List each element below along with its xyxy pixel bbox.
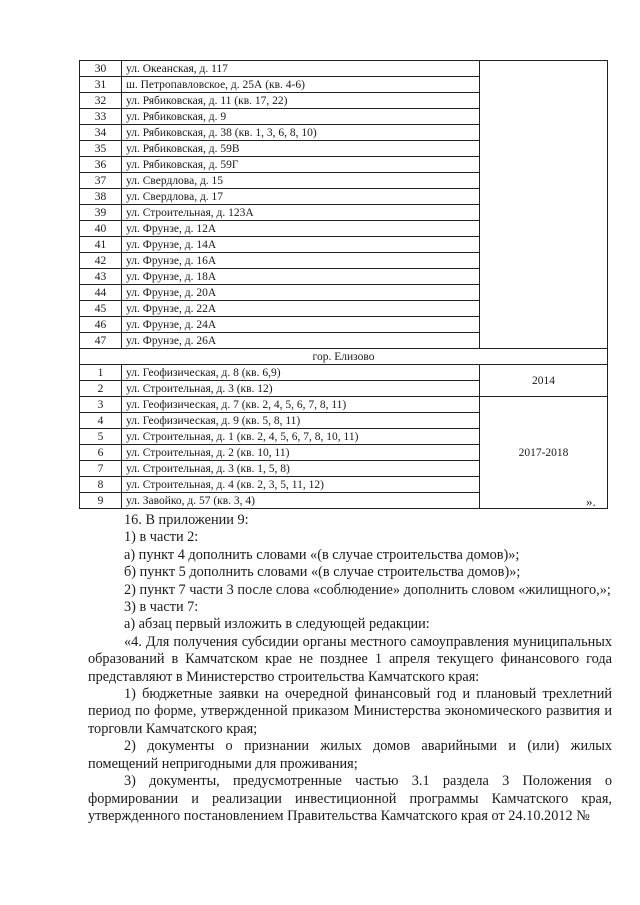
row-address: ул. Фрунзе, д. 22А [122, 301, 480, 317]
paragraph-a-first: а) абзац первый изложить в следующей редакции: [124, 616, 430, 633]
row-address: ул. Строительная, д. 2 (кв. 10, 11) [122, 445, 480, 461]
row-address: ул. Фрунзе, д. 16А [122, 253, 480, 269]
paragraph-point-7: 2) пункт 7 части 3 после слова «соблюдение» дополнить словом «жилищного,»; [124, 581, 611, 598]
row-address: ул. Фрунзе, д. 12А [122, 221, 480, 237]
row-address: ул. Океанская, д. 117 [122, 61, 480, 77]
row-number: 2 [80, 381, 122, 397]
closing-quote: ». [586, 494, 596, 509]
row-address: ул. Фрунзе, д. 26А [122, 333, 480, 349]
row-number: 1 [80, 365, 122, 381]
row-number: 38 [80, 189, 122, 205]
paragraph-b-point-5: б) пункт 5 дополнить словами «(в случае строительства домов)»; [124, 564, 521, 581]
row-number: 5 [80, 429, 122, 445]
row-address: ул. Фрунзе, д. 18А [122, 269, 480, 285]
address-table [79, 60, 608, 509]
paragraph-a-point-4: а) пункт 4 дополнить словами «(в случае строительства домов)»; [124, 546, 520, 563]
paragraph-quote-4: «4. Для получения субсидии органы местного самоуправления муниципальных образований в Камчатском крае не позднее 1 апреля текущего финансового года представляют в Министерство строительства Камчатского края: [88, 633, 612, 685]
city-row [80, 349, 608, 365]
paragraph-part-7: 3) в части 7: [124, 599, 199, 616]
row-number: 45 [80, 301, 122, 317]
row-address: ул. Фрунзе, д. 14А [122, 237, 480, 253]
row-address: ул. Рябиковская, д. 9 [122, 109, 480, 125]
row-number: 8 [80, 477, 122, 493]
row-number: 9 [80, 493, 122, 509]
row-address: ул. Строительная, д. 3 (кв. 12) [122, 381, 480, 397]
row-number: 7 [80, 461, 122, 477]
row-address: ул. Геофизическая, д. 8 (кв. 6,9) [122, 365, 480, 381]
paragraph-item-2: 2) документы о признании жилых домов аварийными и (или) жилых помещений непригодными для проживания; [88, 738, 612, 772]
row-number: 6 [80, 445, 122, 461]
paragraph-item-1: 1) бюджетные заявки на очередной финансовый год и плановый трехлетний период по форме, утвержденной приказом Министерства экономического развития и торговли Камчатского края; [88, 686, 612, 737]
year-cell-empty [480, 61, 608, 349]
row-number: 3 [80, 397, 122, 413]
row-number: 30 [80, 61, 122, 77]
row-number: 46 [80, 317, 122, 333]
row-address: ул. Строительная, д. 4 (кв. 2, 3, 5, 11, 12) [122, 477, 480, 493]
row-number: 36 [80, 157, 122, 173]
document-body [88, 512, 612, 825]
row-address: ул. Рябиковская, д. 59Г [122, 157, 480, 173]
row-number: 41 [80, 237, 122, 253]
row-number: 40 [80, 221, 122, 237]
row-address: ул. Геофизическая, д. 9 (кв. 5, 8, 11) [122, 413, 480, 429]
row-address: ул. Строительная, д. 3 (кв. 1, 5, 8) [122, 461, 480, 477]
table-row [80, 61, 608, 77]
row-number: 31 [80, 77, 122, 93]
row-address: ул. Геофизическая, д. 7 (кв. 2, 4, 5, 6, 7, 8, 11) [122, 397, 480, 413]
row-number: 32 [80, 93, 122, 109]
row-number: 39 [80, 205, 122, 221]
row-address: ул. Завойко, д. 57 (кв. 3, 4) [122, 493, 480, 509]
city-header: гор. Елизово [80, 349, 608, 365]
table-row [80, 397, 608, 413]
row-address: ул. Фрунзе, д. 20А [122, 285, 480, 301]
row-address: ул. Рябиковская, д. 11 (кв. 17, 22) [122, 93, 480, 109]
row-number: 47 [80, 333, 122, 349]
row-address: ул. Рябиковская, д. 59В [122, 141, 480, 157]
row-number: 33 [80, 109, 122, 125]
paragraph-16: 16. В приложении 9: [124, 512, 249, 528]
row-number: 4 [80, 413, 122, 429]
year-cell-2014: 2014 [480, 365, 608, 397]
row-number: 42 [80, 253, 122, 269]
row-number: 37 [80, 173, 122, 189]
row-number: 43 [80, 269, 122, 285]
row-address: ул. Свердлова, д. 15 [122, 173, 480, 189]
year-cell-2017-2018: 2017-2018 [480, 397, 608, 509]
address-table-body [80, 61, 608, 509]
paragraph-part-2: 1) в части 2: [124, 529, 199, 546]
row-number: 34 [80, 125, 122, 141]
row-address: ул. Строительная, д. 123А [122, 205, 480, 221]
row-number: 44 [80, 285, 122, 301]
row-address: ш. Петропавловское, д. 25А (кв. 4-6) [122, 77, 480, 93]
row-address: ул. Фрунзе, д. 24А [122, 317, 480, 333]
paragraph-item-3: 3) документы, предусмотренные частью 3.1 раздела 3 Положения о формировании и реализации инвестиционной программы Камчатского края, утвержденного постановлением Правительства Камчатского края от 24.10.2012 № [88, 773, 612, 824]
row-address: ул. Строительная, д. 1 (кв. 2, 4, 5, 6, 7, 8, 10, 11) [122, 429, 480, 445]
row-number: 35 [80, 141, 122, 157]
row-address: ул. Рябиковская, д. 38 (кв. 1, 3, 6, 8, 10) [122, 125, 480, 141]
row-address: ул. Свердлова, д. 17 [122, 189, 480, 205]
table-row [80, 365, 608, 381]
